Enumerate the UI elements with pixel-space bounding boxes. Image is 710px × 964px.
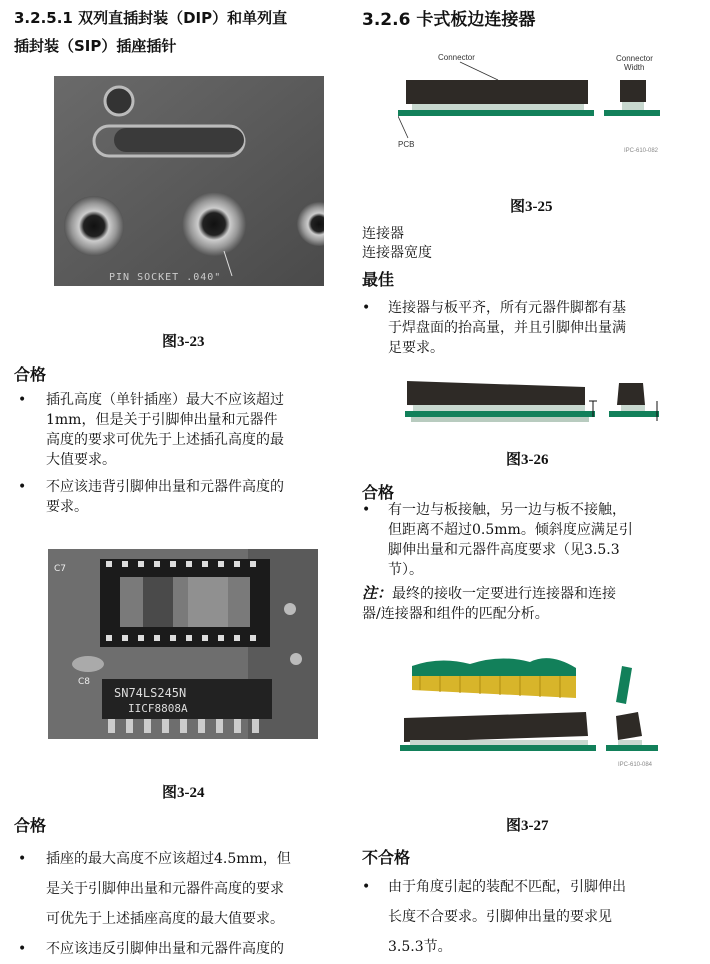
label-connector-width-1: Connector bbox=[616, 54, 653, 63]
figure-3-23-caption: 图3-23 bbox=[162, 334, 205, 350]
bullet-1-line-2: 1mm，但是关于引脚伸出量和元器件 bbox=[46, 412, 278, 428]
acceptable-right-line-4: 节）。 bbox=[388, 562, 423, 578]
bullet-dot: • bbox=[362, 502, 371, 518]
bullet-3-line-2: 是关于引脚伸出量和元器件高度的要求 bbox=[46, 881, 284, 897]
figure-code-084: IPC-610-084 bbox=[618, 762, 653, 768]
target-bullet bbox=[362, 298, 702, 358]
target-line-3: 足要求。 bbox=[388, 340, 444, 356]
bullet-dot: • bbox=[362, 879, 371, 895]
defect-line-2: 长度不合要求。引脚伸出量的要求见 bbox=[388, 909, 612, 925]
bullet-3-line-1: 插座的最大高度不应该超过4.5mm，但 bbox=[46, 851, 291, 867]
bullet-dot: • bbox=[18, 392, 27, 408]
translation-connector-width: 连接器宽度 bbox=[362, 245, 432, 261]
chip-part-number: SN74LS245N bbox=[114, 686, 187, 700]
translation-lines bbox=[362, 225, 432, 263]
label-c7: C7 bbox=[54, 564, 67, 574]
label-c8: C8 bbox=[78, 677, 91, 687]
defect-bullet bbox=[362, 872, 702, 962]
target-line-1: 连接器与板平齐，所有元器件脚都有基 bbox=[388, 300, 626, 316]
figure-3-25-caption: 图3-25 bbox=[510, 199, 553, 215]
note-line-1: 最终的接收一定要进行连接器和连接 bbox=[392, 586, 617, 602]
figure-3-27 bbox=[400, 652, 670, 770]
figure-3-25 bbox=[398, 50, 698, 155]
bullet-dot: • bbox=[362, 300, 371, 316]
figure-3-24-photo bbox=[48, 549, 318, 739]
figure-3-27-caption: 图3-27 bbox=[506, 818, 549, 834]
acceptable-bullet-right bbox=[362, 500, 702, 580]
label-pcb: PCB bbox=[398, 140, 415, 149]
acceptable-right-line-2: 但距离不超过0.5mm。倾斜度应满足引 bbox=[388, 522, 633, 538]
bullet-dot: • bbox=[18, 479, 27, 495]
bullet-4-line-1: 不应该违反引脚伸出量和元器件高度的 bbox=[46, 941, 284, 957]
acceptable-label-2: 合格 bbox=[14, 816, 47, 835]
bullet-3-line-3: 可优先于上述插座高度的最大值要求。 bbox=[46, 911, 284, 927]
bullet-dot: • bbox=[18, 851, 27, 867]
bullet-2-line-2: 要求。 bbox=[46, 499, 88, 515]
bullet-1-line-1: 插孔高度（单针插座）最大不应该超过 bbox=[46, 392, 284, 408]
socket-marking: PIN SOCKET .040" bbox=[109, 272, 222, 283]
figure-3-24-caption: 图3-24 bbox=[162, 785, 205, 801]
figure-3-26-caption: 图3-26 bbox=[506, 452, 549, 468]
section-title-line1: 3.2.5.1 双列直插封装（DIP）和单列直 bbox=[14, 9, 288, 27]
section-title-card-edge: 3.2.6 卡式板边连接器 bbox=[362, 10, 536, 30]
acceptable-label-1: 合格 bbox=[14, 365, 47, 384]
section-title-line2: 插封装（SIP）插座插针 bbox=[14, 37, 177, 55]
label-connector-width-2: Width bbox=[624, 63, 645, 72]
acceptable-right-line-1: 有一边与板接触，另一边与板不接触， bbox=[388, 502, 626, 518]
note-label: 注： bbox=[362, 584, 393, 602]
target-line-2: 于焊盘面的抬高量，并且引脚伸出量满 bbox=[388, 320, 626, 336]
figure-3-26 bbox=[405, 375, 665, 425]
label-connector: Connector bbox=[438, 53, 475, 62]
acceptable-right-line-3: 脚伸出量和元器件高度要求（见3.5.3 bbox=[388, 542, 620, 558]
figure-3-23-photo bbox=[54, 76, 324, 286]
target-label: 最佳 bbox=[362, 270, 395, 289]
chip-lot-code: IICF8808A bbox=[128, 702, 188, 715]
bullet-1-line-3: 高度的要求可优先于上述插孔高度的最 bbox=[46, 432, 284, 448]
acceptable-bullets-1 bbox=[14, 390, 359, 517]
defect-label: 不合格 bbox=[362, 848, 411, 867]
translation-connector: 连接器 bbox=[362, 226, 404, 242]
defect-line-1: 由于角度引起的装配不匹配，引脚伸出 bbox=[388, 879, 626, 895]
bullet-1-line-4: 大值要求。 bbox=[46, 452, 116, 468]
defect-line-3: 3.5.3节。 bbox=[388, 939, 452, 955]
bullet-2-line-1: 不应该违背引脚伸出量和元器件高度的 bbox=[46, 479, 284, 495]
bullet-dot: • bbox=[18, 941, 27, 957]
section-title-dip-sip bbox=[14, 7, 287, 28]
acceptable-bullets-2 bbox=[14, 844, 359, 964]
acceptable-label-right: 合格 bbox=[362, 483, 395, 502]
figure-code-082: IPC-610-082 bbox=[624, 148, 659, 154]
note-block bbox=[362, 583, 702, 624]
note-line-2: 器/连接器和组件的匹配分析。 bbox=[362, 606, 549, 622]
